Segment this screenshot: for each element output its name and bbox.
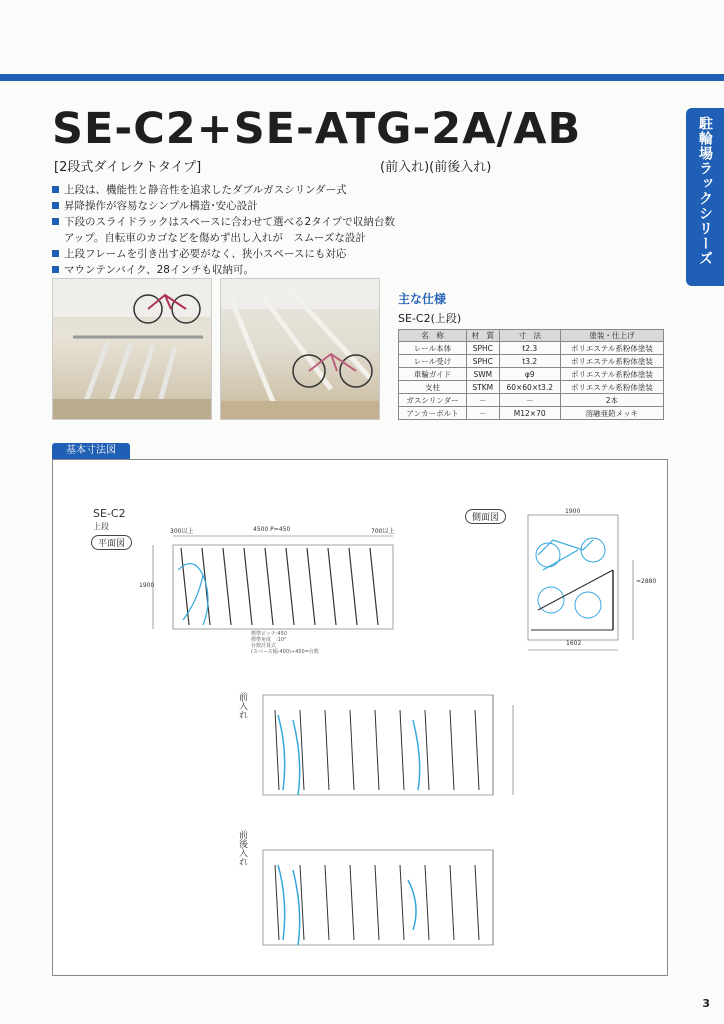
side-view-label: 側面図 bbox=[465, 509, 506, 524]
rack-rail bbox=[475, 710, 479, 790]
front-entry-label: 前入れ bbox=[237, 692, 247, 719]
rack-rail bbox=[349, 548, 357, 625]
feature-item: 上段は、機能性と静音性を追求したダブルガスシリンダー式 bbox=[52, 182, 395, 198]
spec-cell: ガスシリンダー bbox=[399, 394, 467, 407]
dim-top: 4500 P=450 bbox=[253, 526, 291, 533]
spec-cell: φ9 bbox=[499, 368, 560, 381]
spec-cell: － bbox=[499, 394, 560, 407]
spec-cell: 溶融亜鉛メッキ bbox=[560, 407, 663, 420]
rack-rail bbox=[450, 710, 454, 790]
rack-rail bbox=[286, 548, 294, 625]
spec-cell: SPHC bbox=[466, 355, 499, 368]
rack-rail bbox=[375, 710, 379, 790]
spec-col-header: 材 質 bbox=[466, 330, 499, 342]
feature-item: 昇降操作が容易なシンプル構造･安心設計 bbox=[52, 198, 395, 214]
spec-cell: ポリエステル系粉体塗装 bbox=[560, 368, 663, 381]
table-row bbox=[399, 368, 664, 381]
product-photo-1 bbox=[52, 278, 212, 420]
side-base: 1602 bbox=[566, 640, 582, 647]
spec-cell: ポリエステル系粉体塗装 bbox=[560, 342, 663, 355]
side-width: 1900 bbox=[565, 508, 581, 515]
table-row bbox=[399, 394, 664, 407]
rack-rail bbox=[350, 710, 354, 790]
spec-section bbox=[398, 290, 664, 420]
feature-item: 上段フレームを引き出す必要がなく、狭小スペースにも対応 bbox=[52, 246, 395, 262]
rack-rail bbox=[244, 548, 252, 625]
spec-cell: － bbox=[466, 407, 499, 420]
spec-cell: レール受け bbox=[399, 355, 467, 368]
spec-subheading: SE-C2(上段) bbox=[398, 312, 462, 325]
product-variant: (前入れ)(前後入れ) bbox=[380, 160, 492, 175]
spec-header-row bbox=[399, 330, 664, 342]
rack-rail bbox=[275, 710, 279, 790]
spec-cell: 車輪ガイド bbox=[399, 368, 467, 381]
front-back-entry-label: 前後入れ bbox=[237, 830, 247, 866]
page-number: 3 bbox=[702, 997, 710, 1010]
rack-rail bbox=[375, 865, 379, 940]
rack-rail bbox=[370, 548, 378, 625]
dimension-diagram-panel bbox=[52, 459, 668, 976]
drawing-notes bbox=[251, 631, 319, 655]
spec-cell: ポリエステル系粉体塗装 bbox=[560, 381, 663, 394]
rack-rail bbox=[350, 865, 354, 940]
spec-cell: STKM bbox=[466, 381, 499, 394]
spec-heading: 主な仕様 bbox=[398, 292, 447, 306]
dim-height: 1900 bbox=[139, 582, 155, 589]
table-row bbox=[399, 355, 664, 368]
side-height: ≈2880 bbox=[636, 578, 657, 585]
drawing-tier: 上段 bbox=[93, 522, 109, 531]
diagram-tab: 基本寸法図 bbox=[52, 443, 130, 459]
spec-cell: アンカーボルト bbox=[399, 407, 467, 420]
spec-cell: 2本 bbox=[560, 394, 663, 407]
top-accent-bar bbox=[0, 74, 724, 81]
series-side-tab bbox=[686, 108, 724, 286]
plan-view-label: 平面図 bbox=[91, 535, 132, 550]
rack-rail bbox=[265, 548, 273, 625]
rack-rail bbox=[328, 548, 336, 625]
note-line: 標準ピッチ:450 bbox=[251, 631, 288, 637]
series-label: 駐輪場ラックシリーズ bbox=[697, 116, 713, 266]
rack-rail bbox=[450, 865, 454, 940]
dim-right: 700以上 bbox=[371, 528, 395, 535]
spec-table bbox=[398, 329, 664, 420]
table-row bbox=[399, 342, 664, 355]
product-photo-2 bbox=[220, 278, 380, 420]
rack-rail bbox=[325, 865, 329, 940]
dim-left: 300以上 bbox=[170, 528, 194, 535]
spec-cell: SWM bbox=[466, 368, 499, 381]
note-line: 台数計算式 bbox=[251, 643, 277, 649]
spec-cell: レール本体 bbox=[399, 342, 467, 355]
spec-cell: 支柱 bbox=[399, 381, 467, 394]
table-row bbox=[399, 407, 664, 420]
spec-col-header: 寸 法 bbox=[499, 330, 560, 342]
rack-rail bbox=[325, 710, 329, 790]
rack-rail bbox=[425, 710, 429, 790]
spec-cell: t3.2 bbox=[499, 355, 560, 368]
spec-col-header: 名 称 bbox=[399, 330, 467, 342]
product-type: [2段式ダイレクトタイプ] bbox=[54, 160, 202, 175]
table-row bbox=[399, 381, 664, 394]
spec-cell: 60×60×t3.2 bbox=[499, 381, 560, 394]
feature-list bbox=[52, 182, 395, 278]
rack-rail bbox=[425, 865, 429, 940]
spec-cell: t2.3 bbox=[499, 342, 560, 355]
technical-drawing bbox=[53, 460, 667, 975]
rack-rail bbox=[223, 548, 231, 625]
rack-rail bbox=[475, 865, 479, 940]
rack-rail bbox=[300, 865, 304, 940]
drawing-model: SE-C2 bbox=[93, 507, 126, 520]
feature-item: マウンテンバイク、28インチも収納可。 bbox=[52, 262, 395, 278]
spec-cell: M12×70 bbox=[499, 407, 560, 420]
spec-col-header: 塗装・仕上げ bbox=[560, 330, 663, 342]
feature-item: アップ。自転車のカゴなどを傷めず出し入れが スムーズな設計 bbox=[64, 232, 366, 244]
spec-cell: ポリエステル系粉体塗装 bbox=[560, 355, 663, 368]
page-title: SE-C2+SE-ATG-2A/AB bbox=[52, 104, 582, 154]
rack-rail bbox=[307, 548, 315, 625]
spec-cell: SPHC bbox=[466, 342, 499, 355]
spec-cell: － bbox=[466, 394, 499, 407]
rack-rail bbox=[400, 865, 404, 940]
feature-item: 下段のスライドラックはスペースに合わせて選べる2タイプで収納台数 bbox=[52, 214, 395, 230]
note-line: 標準角度 :10° bbox=[251, 637, 287, 643]
rack-rail bbox=[300, 710, 304, 790]
rack-rail bbox=[400, 710, 404, 790]
note-line: (スペース幅-400)÷450=台数 bbox=[251, 649, 319, 655]
rack-rail bbox=[275, 865, 279, 940]
